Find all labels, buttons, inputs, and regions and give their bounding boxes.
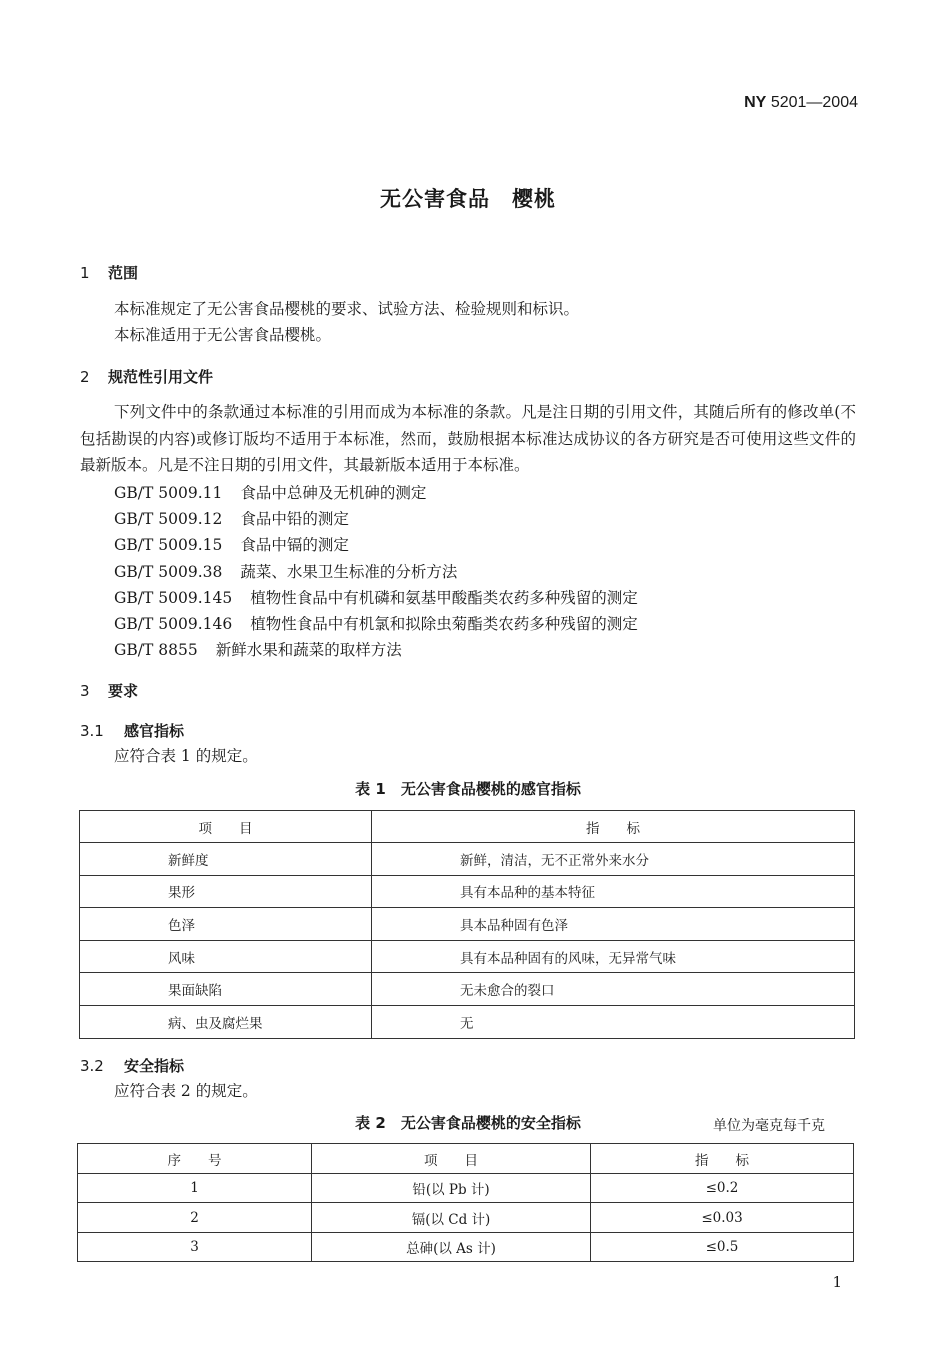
column-header: 项 目 [80,811,372,843]
table-row [80,1005,855,1038]
standard-code: 5201—2004 [770,94,858,111]
section-2-paragraph: 下列文件中的条款通过本标准的引用而成为本标准的条款。凡是注日期的引用文件，其随后所有的修改单(不包括勘误的内容)或修订版均不适用于本标准，然而，鼓励根据本标准达成协议的各方研究是否可使用这些文件的最新版本。凡是不注日期的引用文件，其最新版本适用于本标准。 [80,403,856,474]
reference-item: GB/T 8855 新鲜水果和蔬菜的取样方法 [114,641,402,659]
reference-item: GB/T 5009.38 蔬菜、水果卫生标准的分析方法 [114,563,458,581]
table-cell: 总砷(以 As 计) [312,1232,591,1261]
table-cell: 病、虫及腐烂果 [80,1005,372,1038]
table-cell: 3 [78,1232,312,1261]
section-1-paragraph-2: 本标准适用于无公害食品樱桃。 [114,326,332,344]
table-row [78,1174,854,1203]
section-1-heading: 1 范围 [80,264,139,282]
table-row [80,940,855,973]
table-cell: ≤0.2 [591,1174,854,1203]
reference-item: GB/T 5009.146 植物性食品中有机氯和拟除虫菊酯类农药多种残留的测定 [114,615,638,633]
reference-item: GB/T 5009.15 食品中镉的测定 [114,536,349,554]
section-1-paragraph-1: 本标准规定了无公害食品樱桃的要求、试验方法、检验规则和标识。 [114,300,580,318]
table-cell: 色泽 [80,908,372,941]
table-cell: 新鲜度 [80,843,372,876]
table-2-caption: 表 2 无公害食品樱桃的安全指标 [355,1114,581,1132]
table-cell: 具有本品种的基本特征 [372,875,855,908]
table-row [80,973,855,1006]
table-cell: 1 [78,1174,312,1203]
standard-number [744,94,858,112]
table-row [80,908,855,941]
table-cell: ≤0.5 [591,1232,854,1261]
table-header-row [78,1144,854,1174]
section-2-heading: 2 规范性引用文件 [80,368,214,386]
table-cell: 果面缺陷 [80,973,372,1006]
section-3-2-text: 应符合表 2 的规定。 [114,1082,258,1100]
table-header-row [80,811,855,843]
table-cell: 风味 [80,940,372,973]
table-cell: 无 [372,1005,855,1038]
table-row [80,875,855,908]
column-header: 项 目 [312,1144,591,1174]
table-cell: 新鲜，清洁，无不正常外来水分 [372,843,855,876]
column-header: 指 标 [591,1144,854,1174]
table-cell: 具有本品种固有的风味，无异常气味 [372,940,855,973]
table-1-caption: 表 1 无公害食品樱桃的感官指标 [355,780,581,798]
column-header: 指 标 [372,811,855,843]
section-3-1-heading: 3.1 感官指标 [80,722,185,740]
sensory-indicator-table [79,810,855,1039]
section-3-heading: 3 要求 [80,682,139,700]
standard-prefix: NY [744,94,767,111]
reference-item: GB/T 5009.11 食品中总砷及无机砷的测定 [114,484,427,502]
table-row [78,1203,854,1232]
table-cell: ≤0.03 [591,1203,854,1232]
table-cell: 铅(以 Pb 计) [312,1174,591,1203]
section-3-2-heading: 3.2 安全指标 [80,1057,185,1075]
table-cell: 具本品种固有色泽 [372,908,855,941]
column-header: 序 号 [78,1144,312,1174]
table-cell: 果形 [80,875,372,908]
table-2-unit: 单位为毫克每千克 [713,1118,825,1134]
page-number: 1 [832,1273,842,1291]
table-cell: 2 [78,1203,312,1232]
table-row [78,1232,854,1261]
reference-item: GB/T 5009.12 食品中铅的测定 [114,510,349,528]
section-3-1-text: 应符合表 1 的规定。 [114,747,258,765]
table-cell: 无未愈合的裂口 [372,973,855,1006]
document-title: 无公害食品 樱桃 [380,187,556,211]
reference-item: GB/T 5009.145 植物性食品中有机磷和氨基甲酸酯类农药多种残留的测定 [114,589,638,607]
table-row [80,843,855,876]
table-cell: 镉(以 Cd 计) [312,1203,591,1232]
safety-indicator-table [77,1143,854,1262]
